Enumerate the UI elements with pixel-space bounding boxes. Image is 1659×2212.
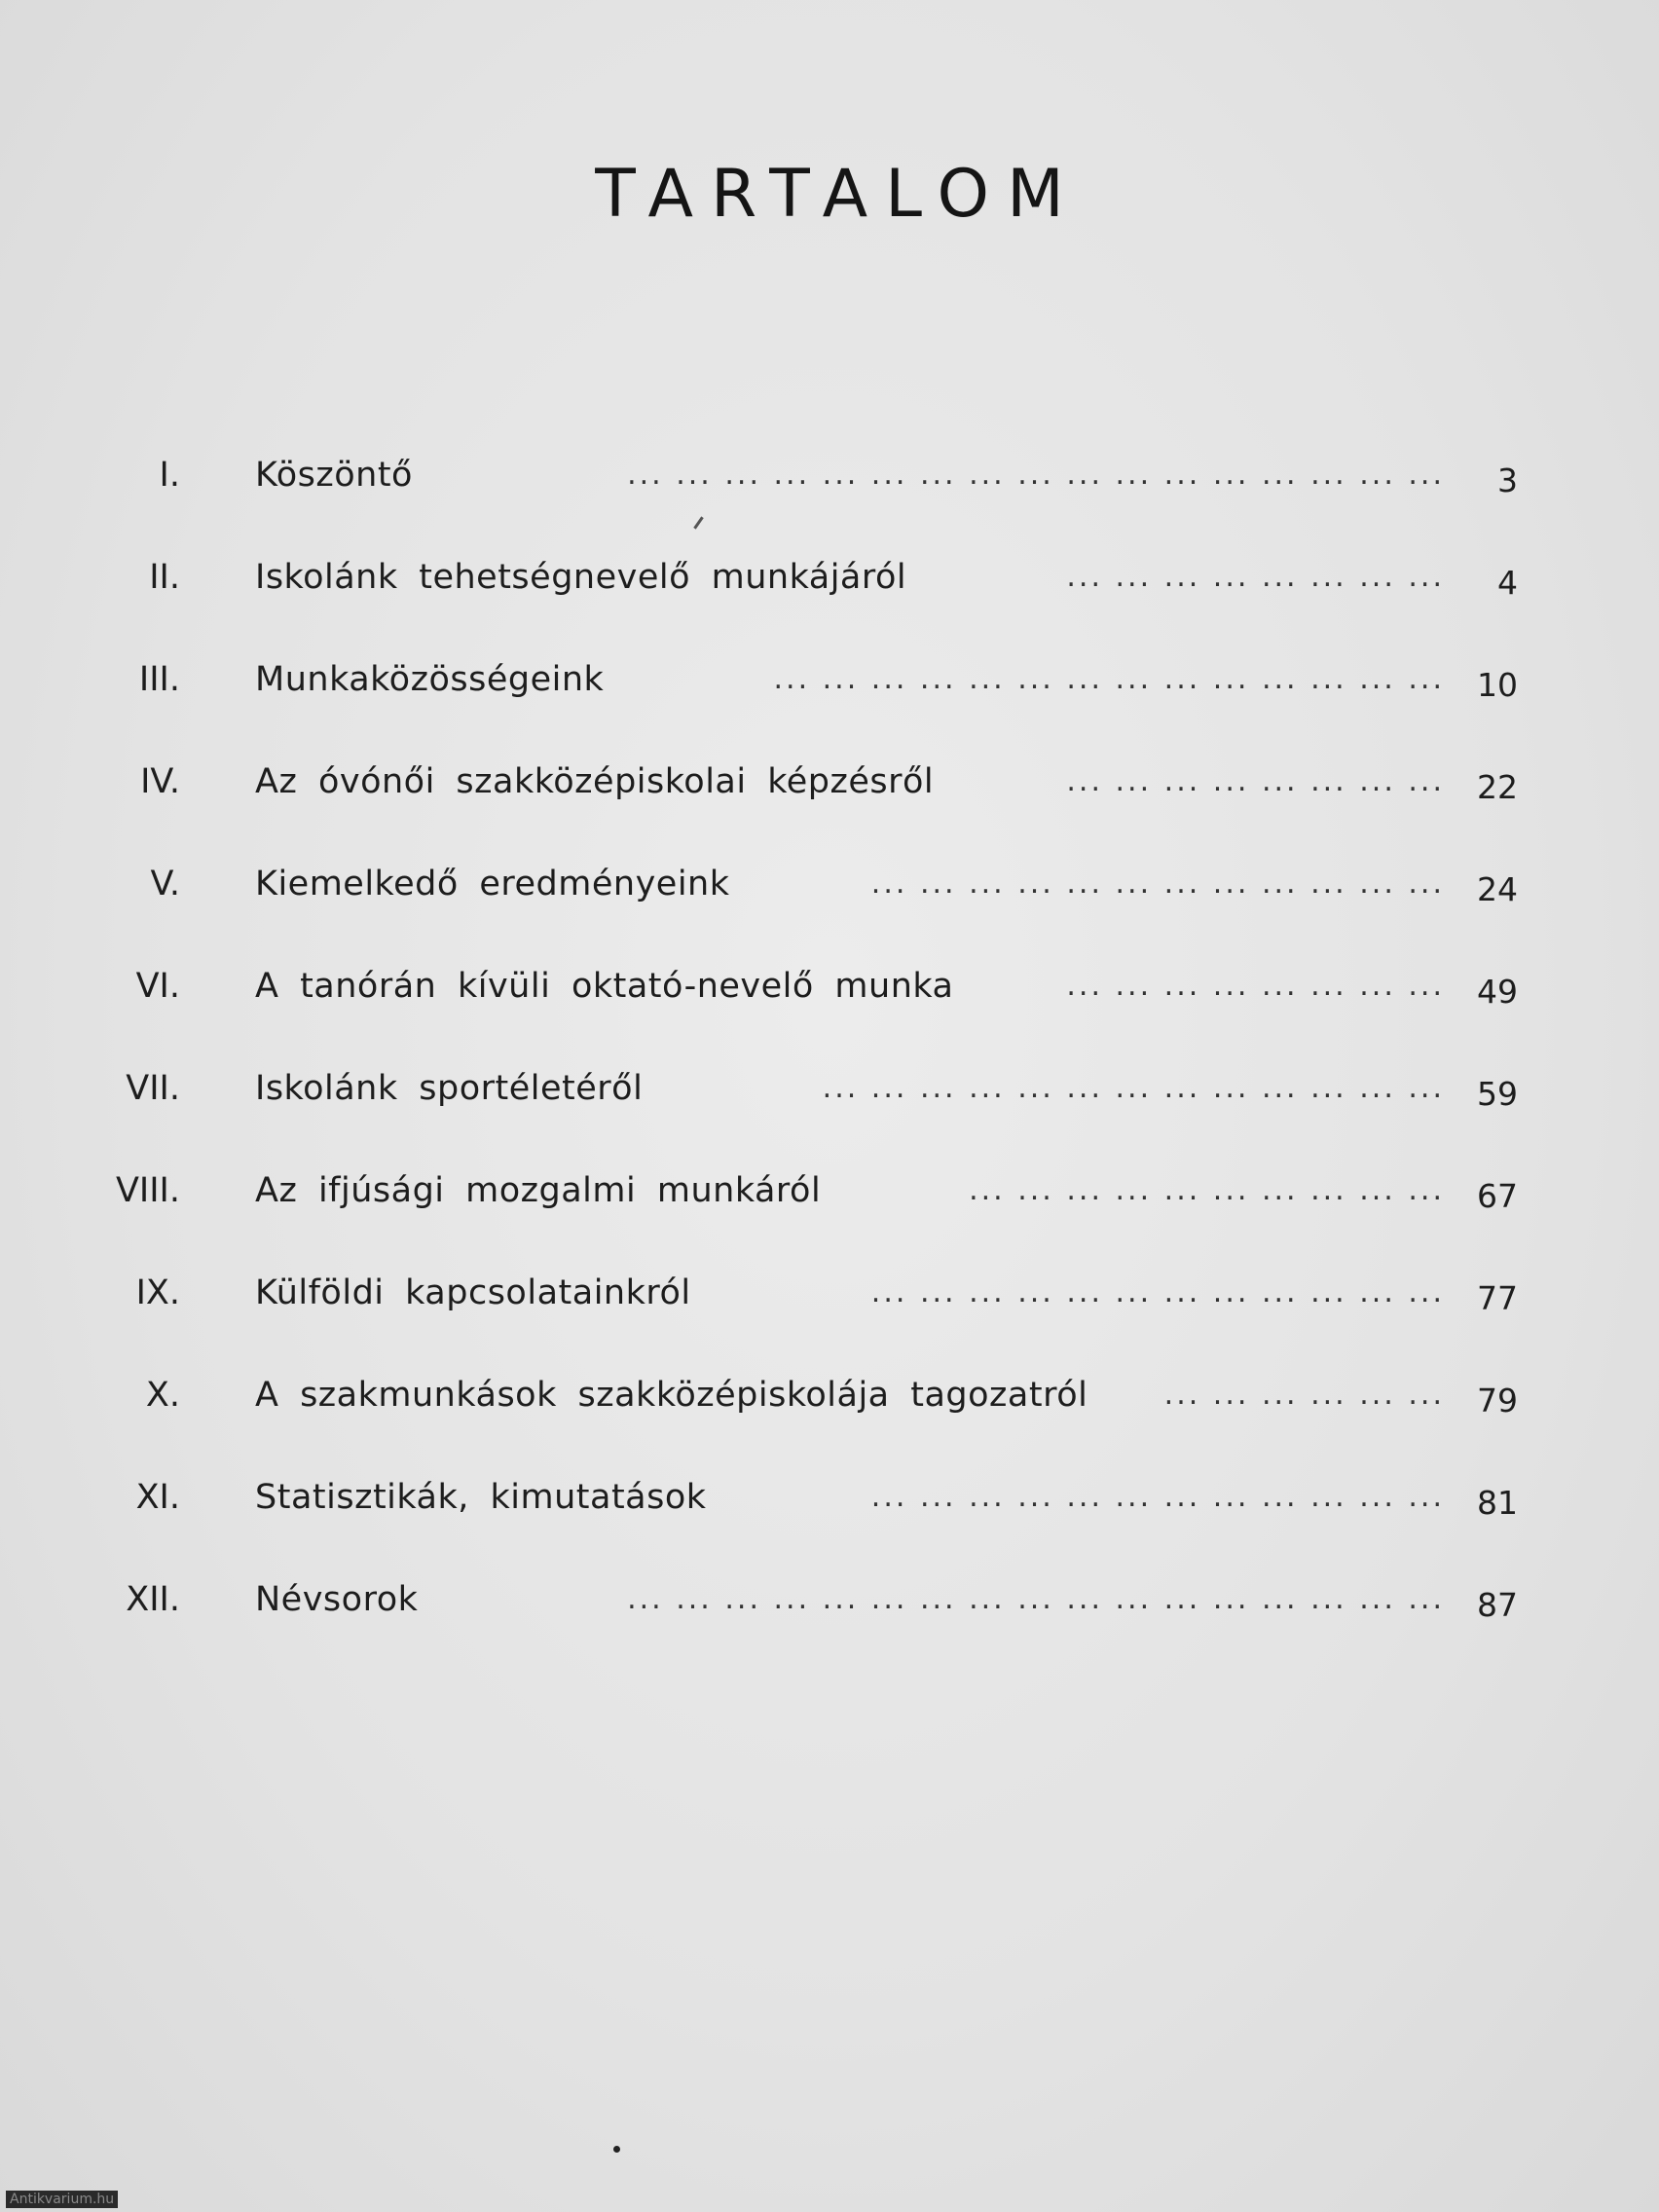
toc-entry-number: VIII. bbox=[115, 1171, 180, 1210]
toc-entry bbox=[0, 1266, 1659, 1324]
toc-entry-title: Iskolánk sportéletéről bbox=[255, 1069, 644, 1108]
toc-entry-title: Az ifjúsági mozgalmi munkáról bbox=[255, 1171, 822, 1210]
toc-entry-leader: ... ... ... ... ... ... ... ... ... ... ... ... ... ... ... ... ... bbox=[627, 1582, 1445, 1616]
toc-entry-number: III. bbox=[138, 660, 180, 699]
toc-entry-title: Köszöntő bbox=[255, 456, 413, 495]
toc-entry-leader: ... ... ... ... ... ... ... ... ... ... ... ... bbox=[870, 1480, 1445, 1514]
toc-entry-number: XI. bbox=[135, 1478, 180, 1517]
toc-entry bbox=[0, 1470, 1659, 1529]
toc-entry-page: 67 bbox=[1477, 1177, 1518, 1215]
toc-entry-title: Külföldi kapcsolatainkról bbox=[255, 1273, 691, 1312]
toc-entry-leader: ... ... ... ... ... ... ... ... ... ... ... ... bbox=[870, 1275, 1445, 1309]
toc-entry-number: IV. bbox=[140, 762, 180, 801]
toc-entry-page: 81 bbox=[1477, 1484, 1518, 1522]
toc-entry bbox=[0, 550, 1659, 608]
toc-entry-title: Iskolánk tehetségnevelő munkájáról bbox=[255, 558, 907, 597]
toc-entry-page: 59 bbox=[1477, 1075, 1518, 1113]
toc-entry-number: VII. bbox=[126, 1069, 180, 1108]
toc-entry-leader: ... ... ... ... ... ... bbox=[1163, 1378, 1445, 1412]
toc-entry-title: Az óvónői szakközépiskolai képzésről bbox=[255, 762, 935, 801]
toc-entry-page: 22 bbox=[1477, 768, 1518, 806]
toc-entry bbox=[0, 448, 1659, 506]
toc-entry-leader: ... ... ... ... ... ... ... ... ... ... ... ... ... ... bbox=[773, 662, 1445, 696]
toc-entry bbox=[0, 959, 1659, 1017]
toc-entry bbox=[0, 755, 1659, 813]
toc-entry-title: Névsorok bbox=[255, 1580, 419, 1619]
toc-entry-number: V. bbox=[150, 865, 180, 903]
toc-entry-title: Statisztikák, kimutatások bbox=[255, 1478, 707, 1517]
toc-entry-number: IX. bbox=[135, 1273, 180, 1312]
toc-entry-number: X. bbox=[145, 1376, 180, 1415]
toc-entry-number: VI. bbox=[135, 967, 180, 1006]
toc-entry-leader: ... ... ... ... ... ... ... ... ... ... ... ... bbox=[870, 866, 1445, 901]
toc-entry-page: 24 bbox=[1477, 870, 1518, 908]
toc-entry-page: 10 bbox=[1477, 666, 1518, 704]
toc-entry-title: Kiemelkedő eredményeink bbox=[255, 865, 730, 903]
toc-entry-leader: ... ... ... ... ... ... ... ... ... ... bbox=[969, 1173, 1445, 1207]
toc-entry-page: 4 bbox=[1497, 564, 1518, 602]
toc-entry bbox=[0, 857, 1659, 915]
toc-entry-title: A tanórán kívüli oktató-nevelő munka bbox=[255, 967, 954, 1006]
toc-entry-leader: ... ... ... ... ... ... ... ... ... ... ... ... ... bbox=[822, 1071, 1445, 1105]
toc-entry-leader: ... ... ... ... ... ... ... ... bbox=[1066, 969, 1445, 1003]
toc-entry bbox=[0, 1163, 1659, 1222]
toc-entry-number: I. bbox=[159, 456, 180, 495]
toc-entry bbox=[0, 1368, 1659, 1426]
toc-entry-page: 77 bbox=[1477, 1279, 1518, 1317]
toc-entry-title: Munkaközösségeink bbox=[255, 660, 605, 699]
toc-entry-page: 79 bbox=[1477, 1382, 1518, 1419]
toc-entry bbox=[0, 1061, 1659, 1120]
toc-entry-page: 87 bbox=[1477, 1586, 1518, 1624]
toc-entry bbox=[0, 1572, 1659, 1631]
toc-entry-page: 49 bbox=[1477, 973, 1518, 1011]
toc-entry-title: A szakmunkások szakközépiskolája tagozatról bbox=[255, 1376, 1088, 1415]
toc-entry-leader: ... ... ... ... ... ... ... ... ... ... ... ... ... ... ... ... ... bbox=[627, 458, 1445, 492]
toc-entry-number: XII. bbox=[126, 1580, 180, 1619]
watermark: Antikvarium.hu bbox=[6, 2191, 118, 2208]
stray-mark bbox=[693, 516, 703, 529]
toc-entry-page: 3 bbox=[1497, 461, 1518, 499]
toc-entry-number: II. bbox=[149, 558, 180, 597]
toc-entry-leader: ... ... ... ... ... ... ... ... bbox=[1066, 560, 1445, 594]
page-title: TARTALOM bbox=[595, 156, 1082, 233]
page-dot bbox=[613, 2146, 620, 2153]
toc-entry bbox=[0, 652, 1659, 711]
toc-entry-leader: ... ... ... ... ... ... ... ... bbox=[1066, 764, 1445, 798]
